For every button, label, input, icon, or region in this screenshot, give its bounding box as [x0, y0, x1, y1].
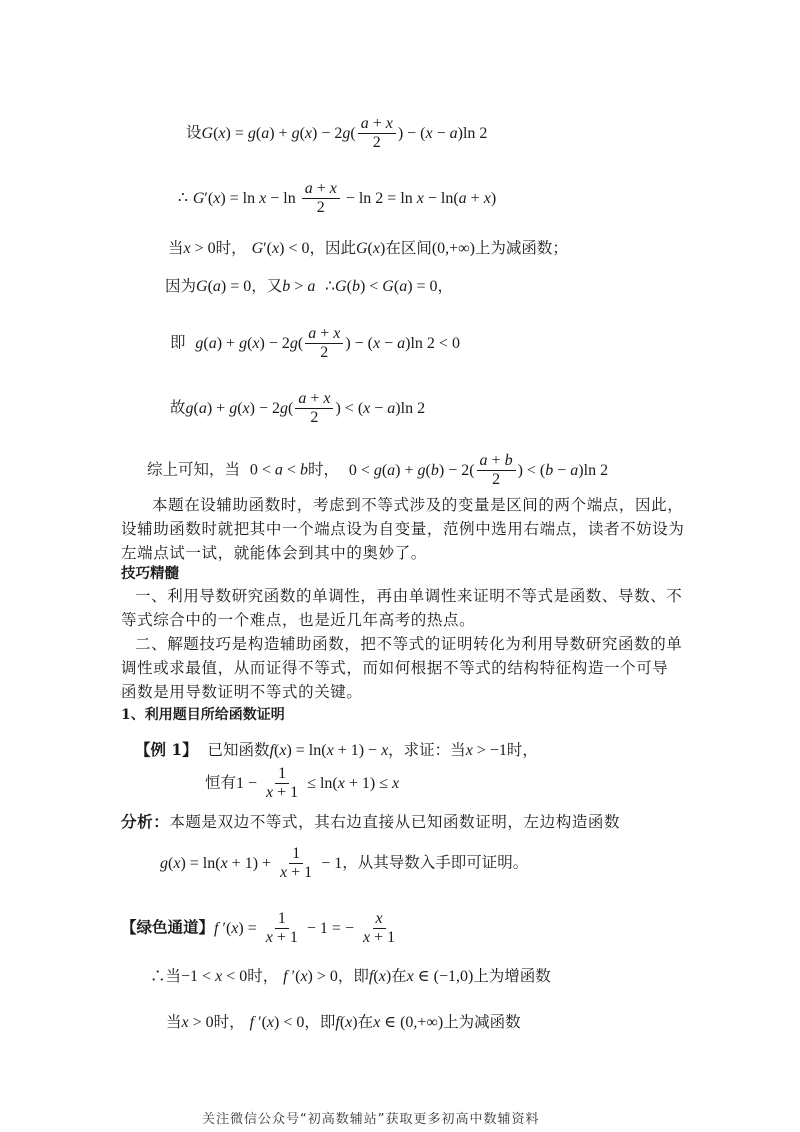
- math: f ′(x) > 0: [283, 968, 338, 985]
- text: 当: [168, 239, 184, 257]
- math: f ′(x) < 0: [249, 1014, 305, 1031]
- tip-2-line-3: 函数是用导数证明不等式的关键。: [121, 683, 363, 701]
- math: x ∈ (0,+∞): [373, 1014, 444, 1031]
- math: g(x) = ln(x + 1) + $\frac{1}{x + 1}$ − 1: [160, 845, 343, 882]
- math: −1 < x < 0: [181, 968, 248, 985]
- tip-1-line-1: 一、利用导数研究函数的单调性，再由单调性来证明不等式是函数、导数、不: [135, 587, 683, 605]
- math: x > 0: [181, 1014, 214, 1031]
- line-increasing: [150, 966, 551, 987]
- text-she: 设: [186, 123, 202, 142]
- text: ，求证：当: [388, 741, 466, 759]
- paragraph-line-2: 设辅助函数时就把其中一个端点设为自变量，范例中选用右端点，读者不妨设为: [121, 520, 685, 538]
- text: ，又: [251, 277, 283, 295]
- math: f(x): [368, 968, 392, 985]
- text: 已知函数: [207, 741, 270, 759]
- text: 在: [357, 1013, 374, 1031]
- math: G(a) = 0: [196, 278, 252, 295]
- math: g(a) + g(x) − 2g( $\frac{a + x}{2}$ ) − (x − a)ln 2 < 0: [195, 325, 460, 362]
- math: G(x): [355, 240, 386, 257]
- math: x > 0: [183, 240, 216, 257]
- tip-2-line-2: 调性或求最值，从而证得不等式，而如何根据不等式的结构特征构造一个可导: [121, 659, 669, 677]
- line-because: [165, 276, 453, 297]
- green-channel: [121, 910, 400, 948]
- text: 即: [170, 333, 186, 352]
- page-footer: 关注微信公众号“初高数辅站”获取更多初高中数辅资料: [202, 1112, 540, 1127]
- text: 时，: [506, 741, 538, 759]
- math: 0 < a < b: [249, 461, 308, 479]
- math: x > −1: [465, 742, 507, 759]
- tip-2-line-1: 二、解题技巧是构造辅助函数，把不等式的证明转化为利用导数研究函数的单: [135, 635, 683, 653]
- analysis: [121, 810, 620, 834]
- text: 故: [170, 398, 186, 417]
- line-ie: [170, 325, 460, 363]
- math: g(a) + g(x) − 2g( $\frac{a + x}{2}$ ) < (x − a)ln 2: [185, 390, 426, 427]
- math: G(b) < G(a) = 0: [335, 278, 438, 295]
- green-label: 【绿色通道】: [121, 917, 215, 937]
- therefore-symbol: ∴: [178, 188, 188, 207]
- text: 在: [391, 967, 407, 985]
- example-1: [135, 740, 538, 761]
- text: 当: [166, 1013, 182, 1031]
- math-G-prime: G′(x) = ln x − ln $\frac{a + x}{2}$ − ln 2 = ln x − ln(a + x): [192, 180, 497, 217]
- text: ，即: [337, 967, 369, 985]
- math: G′(x) < 0: [251, 240, 310, 257]
- line-decreasing: [168, 238, 568, 259]
- line-hence: [170, 390, 425, 428]
- heading-section-1: 1、利用题目所给函数证明: [121, 707, 285, 723]
- text: ，: [437, 277, 454, 295]
- paragraph-line-3: 左端点试一试，就能体会到其中的奥妙了。: [121, 544, 427, 562]
- text: ，即: [304, 1013, 336, 1031]
- text: 在区间: [385, 239, 432, 257]
- math: b > a: [282, 278, 316, 295]
- math: f(x) = ln(x + 1) − x: [269, 742, 389, 759]
- text: 上为增函数: [473, 967, 551, 985]
- text: 时，: [247, 967, 279, 985]
- text: 上为减函数；: [474, 239, 568, 257]
- text: ，因此: [309, 239, 356, 257]
- line-conclusion: [147, 452, 608, 490]
- therefore-symbol: ∴: [325, 277, 336, 295]
- math: x ∈ (−1,0): [406, 968, 474, 985]
- formula-G-prime: [178, 180, 496, 218]
- tip-1-line-2: 等式综合中的一个难点，也是近几年高考的热点。: [121, 611, 476, 629]
- text: ∴当: [150, 967, 182, 985]
- text: 时，: [213, 1013, 245, 1031]
- example-1-claim: [205, 765, 399, 803]
- text: 综上可知，当: [147, 460, 241, 479]
- text: 恒有: [205, 773, 237, 792]
- paragraph-line-1: 本题在设辅助函数时，考虑到不等式涉及的变量是区间的两个端点，因此，: [152, 496, 684, 514]
- math: f(x): [335, 1014, 358, 1031]
- heading-tips: 技巧精髓: [121, 565, 179, 582]
- formula-define-G: [186, 115, 487, 153]
- text: ，从其导数入手即可证明。: [342, 853, 529, 872]
- math: 0 < g(a) + g(b) − 2( $\frac{a + b}{2}$ ) < (b − a)ln 2: [348, 452, 609, 489]
- text: 上为减函数: [443, 1013, 521, 1031]
- example-label: 【例 1】: [135, 740, 198, 759]
- math: (0,+∞): [431, 240, 475, 257]
- analysis-g-def: [160, 845, 528, 883]
- math: f ′(x) = $\frac{1}{x + 1}$ − 1 = − $\frac{x}{x + 1}$: [214, 910, 396, 947]
- line-decreasing-2: [166, 1012, 521, 1033]
- math: 1 − $\frac{1}{x + 1}$ ≤ ln(x + 1) ≤ x: [236, 765, 400, 802]
- text: 本题是双边不等式，其右边直接从已知函数证明，左边构造函数: [169, 813, 621, 831]
- text: 因为: [165, 277, 197, 295]
- text: 时，: [307, 460, 339, 479]
- analysis-label: 分析：: [121, 812, 170, 831]
- math-G-def: G(x) = g(a) + g(x) − 2g( $\frac{a + x}{2}$ ) − (x − a)ln 2: [201, 115, 488, 152]
- text: 时，: [215, 239, 247, 257]
